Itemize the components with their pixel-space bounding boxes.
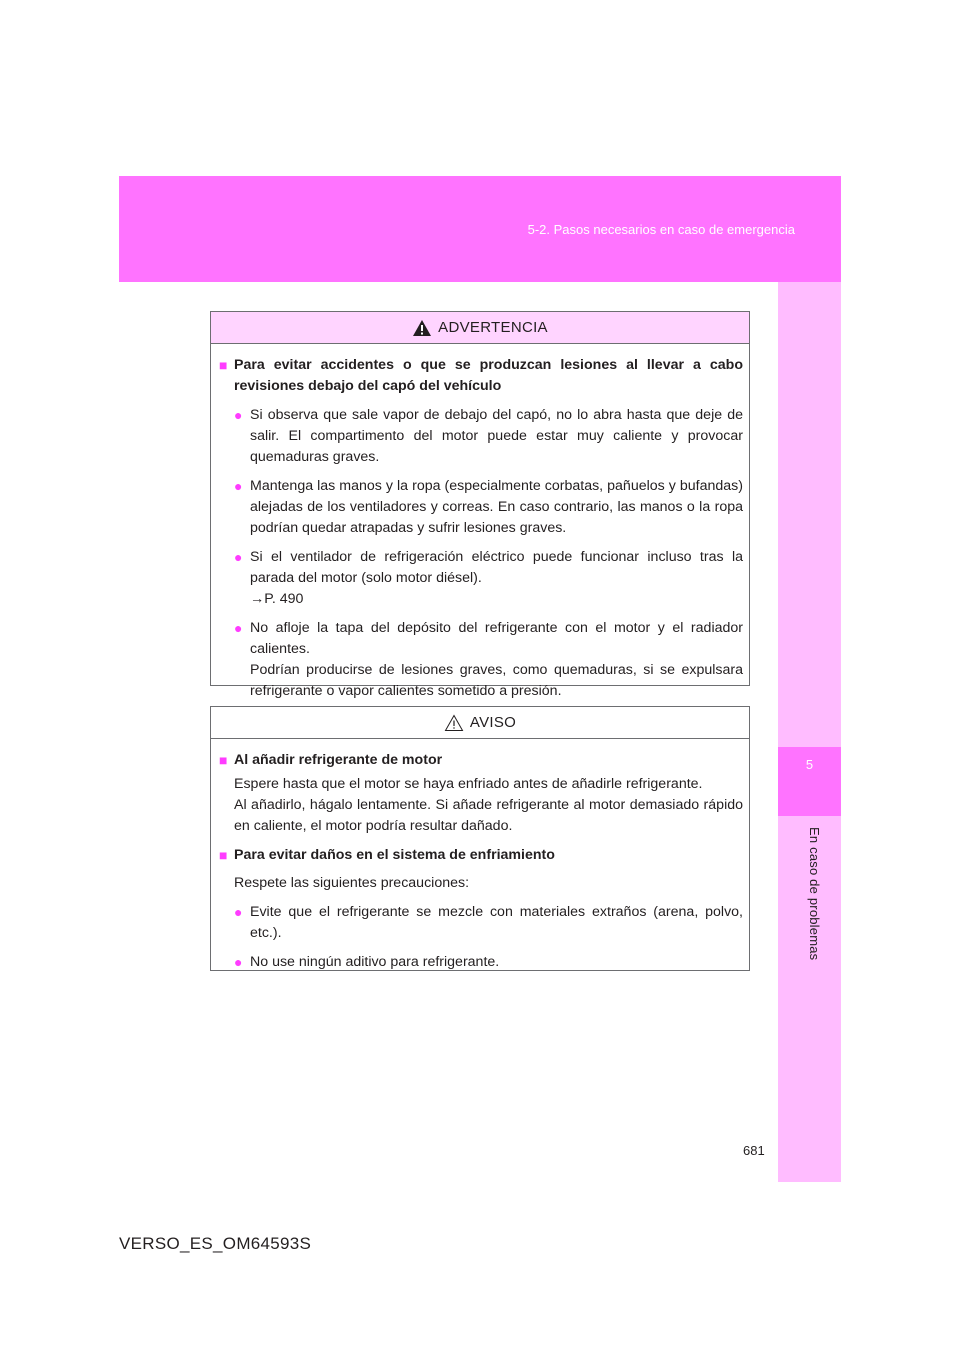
warning-triangle-outline-icon: [444, 714, 464, 732]
page-reference: →P. 490: [250, 591, 304, 607]
warning-body: [211, 344, 749, 702]
round-bullet-icon: ●: [234, 904, 243, 920]
section-title: 5-2. Pasos necesarios en caso de emergencia: [527, 222, 795, 237]
notice-header: [211, 707, 749, 739]
notice-paragraph: Al añadirlo, hágalo lentamente. Si añade refrigerante al motor demasiado rápido en caliente, el motor podría resultar dañado.: [234, 797, 743, 834]
notice-bullet: ● Evite que el refrigerante se mezcle con materiales extraños (arena, polvo, etc.).: [234, 902, 743, 944]
notice-bullet: ● No use ningún aditivo para refrigerante.: [234, 952, 743, 973]
round-bullet-icon: ●: [234, 954, 243, 970]
chapter-marker: [778, 747, 841, 816]
notice-heading: ■ Al añadir refrigerante de motor: [219, 750, 743, 771]
notice-heading: ■ Para evitar daños en el sistema de enfriamiento: [219, 845, 743, 866]
footer-code: VERSO_ES_OM64593S: [119, 1234, 312, 1253]
square-bullet-icon: ■: [219, 847, 228, 863]
square-bullet-icon: ■: [219, 752, 228, 768]
header-band: [119, 176, 841, 282]
warning-header: [211, 312, 749, 344]
notice-title: AVISO: [469, 714, 517, 731]
warning-heading: ■ Para evitar accidentes o que se produzcan lesiones al llevar a cabo revisiones debajo del capó del vehículo: [219, 355, 743, 397]
warning-title: ADVERTENCIA: [438, 319, 548, 336]
warning-triangle-filled-icon: [412, 319, 432, 337]
notice-body: [211, 739, 749, 973]
round-bullet-icon: ●: [234, 549, 243, 565]
notice-paragraph: Espere hasta que el motor se haya enfriado antes de añadirle refrigerante.: [234, 776, 703, 792]
round-bullet-icon: ●: [234, 478, 243, 494]
chapter-number: 5: [805, 757, 814, 772]
chapter-label: En caso de problemas: [807, 827, 822, 961]
round-bullet-icon: ●: [234, 407, 243, 423]
warning-box: [210, 311, 750, 699]
warning-bullet: ● Si observa que sale vapor de debajo del capó, no lo abra hasta que deje de salir. El compartimento del motor puede estar muy caliente y provocar quemaduras graves.: [234, 405, 743, 468]
square-bullet-icon: ■: [219, 357, 228, 373]
round-bullet-icon: ●: [234, 620, 243, 636]
notice-box: [210, 706, 750, 971]
page-number: 681: [743, 1143, 765, 1158]
warning-bullet: ● Mantenga las manos y la ropa (especialmente corbatas, pañuelos y bufandas) alejadas de los ventiladores y correas. En caso contrario, las manos o la ropa podrían quedar atrapadas y sufrir lesiones graves.: [234, 476, 743, 539]
chapter-side-tab: [778, 282, 841, 1182]
notice-paragraph: Respete las siguientes precauciones:: [234, 875, 470, 891]
warning-bullet: ● No afloje la tapa del depósito del refrigerante con el motor y el radiador calientes. Podrían producirse de lesiones graves, como quemaduras, si se expulsara refrigerante o vapor calientes sometido a presión.: [234, 618, 743, 702]
warning-bullet: ● Si el ventilador de refrigeración eléctrico puede funcionar incluso tras la parada del motor (solo motor diésel). →P. 490: [234, 547, 743, 610]
